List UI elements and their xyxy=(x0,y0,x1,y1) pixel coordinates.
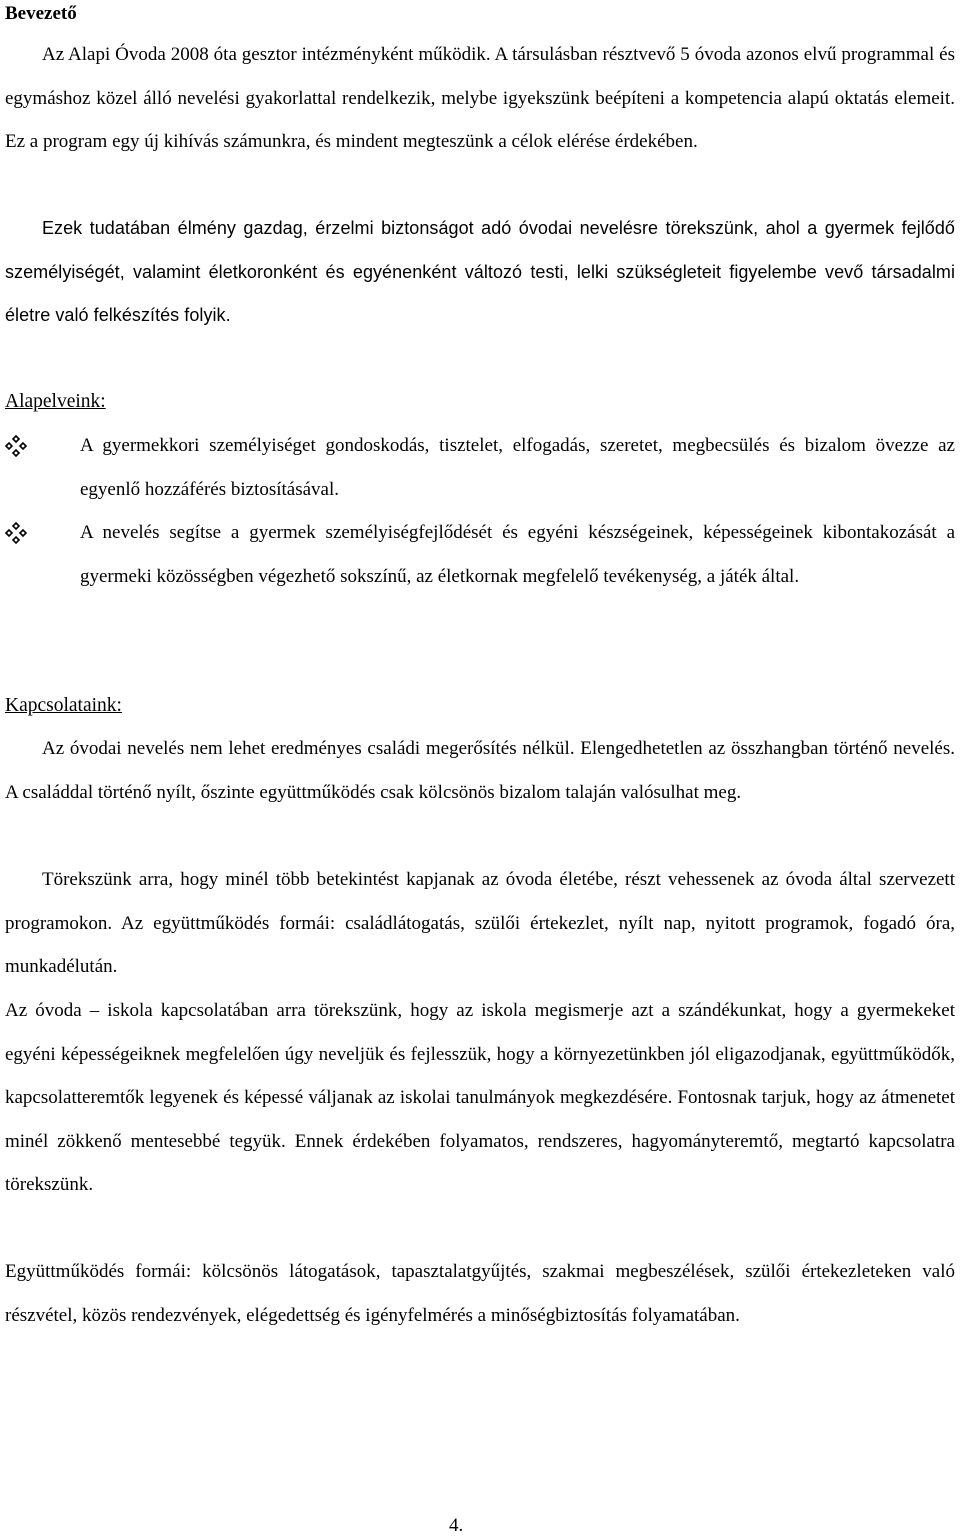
relations-paragraph-2: Törekszünk arra, hogy minél több betekintést kapjanak az óvoda életébe, részt vehessenek az óvoda által szervezett programokon. Az együttműködés formái: családlátogatás, szülői értekezlet, nyílt nap, nyitott programok, fogadó óra, munkadélután. xyxy=(5,869,955,977)
principle-text-1: A gyermekkori személyiséget gondoskodás, tisztelet, elfogadás, szeretet, megbecsülés és bizalom övezze az egyenlő hozzáférés biztosításával. xyxy=(80,435,955,500)
four-diamond-bullet-icon xyxy=(5,522,27,544)
principle-item-2 xyxy=(5,511,955,598)
relations-heading: Kapcsolataink: xyxy=(5,695,122,716)
page-number: 4. xyxy=(449,1515,464,1536)
principle-item-1 xyxy=(5,424,955,511)
four-diamond-bullet-icon xyxy=(5,435,27,457)
relations-paragraph-3: Az óvoda – iskola kapcsolatában arra törekszünk, hogy az iskola megismerje azt a szándékunkat, hogy a gyermekeket egyéni képességeiknek megfelelően úgy neveljük és fejlesszük, hogy a környezetünkben jól eligazodjanak, együttműködők, kapcsolatteremtők legyenek és képessé váljanak az iskolai tanulmányok megkezdésére. Fontosnak tarjuk, hogy az átmenetet minél zökkenő mentesebbé tegyük. Ennek érdekében folyamatos, rendszeres, hagyományteremtő, megtartó kapcsolatra törekszünk. xyxy=(5,1000,955,1195)
principles-heading: Alapelveink: xyxy=(5,391,106,412)
intro-paragraph-1: Az Alapi Óvoda 2008 óta gesztor intézményként működik. A társulásban résztvevő 5 óvoda azonos elvű programmal és egymáshoz közel álló nevelési gyakorlattal rendelkezik, melybe igyekszünk beépíteni a kompetencia alapú oktatás elemeit. Ez a program egy új kihívás számunkra, és mindent megteszünk a célok elérése érdekében. xyxy=(5,44,955,152)
relations-paragraph-4: Együttműködés formái: kölcsönös látogatások, tapasztalatgyűjtés, szakmai megbeszélések, szülői értekezleteken való részvétel, közös rendezvények, elégedettség és igényfelmérés a minőségbiztosítás folyamatában. xyxy=(5,1261,955,1326)
section-title: Bevezető xyxy=(5,3,77,24)
relations-paragraph-1: Az óvodai nevelés nem lehet eredményes családi megerősítés nélkül. Elengedhetetlen az összhangban történő nevelés. A családdal történő nyílt, őszinte együttműködés csak kölcsönös bizalom talaján valósulhat meg. xyxy=(5,738,955,803)
principle-text-2: A nevelés segítse a gyermek személyiségfejlődését és egyéni készségeinek, képességeinek kibontakozását a gyermeki közösségben végezhető sokszínű, az életkornak megfelelő tevékenység, a játék által. xyxy=(80,522,955,587)
intro-paragraph-2: Ezek tudatában élmény gazdag, érzelmi biztonságot adó óvodai nevelésre törekszünk, ahol a gyermek fejlődő személyiségét, valamint életkoronként és egyénenként változó testi, lelki szükségleteit figyelembe vevő társadalmi életre való felkészítés folyik. xyxy=(5,218,955,325)
